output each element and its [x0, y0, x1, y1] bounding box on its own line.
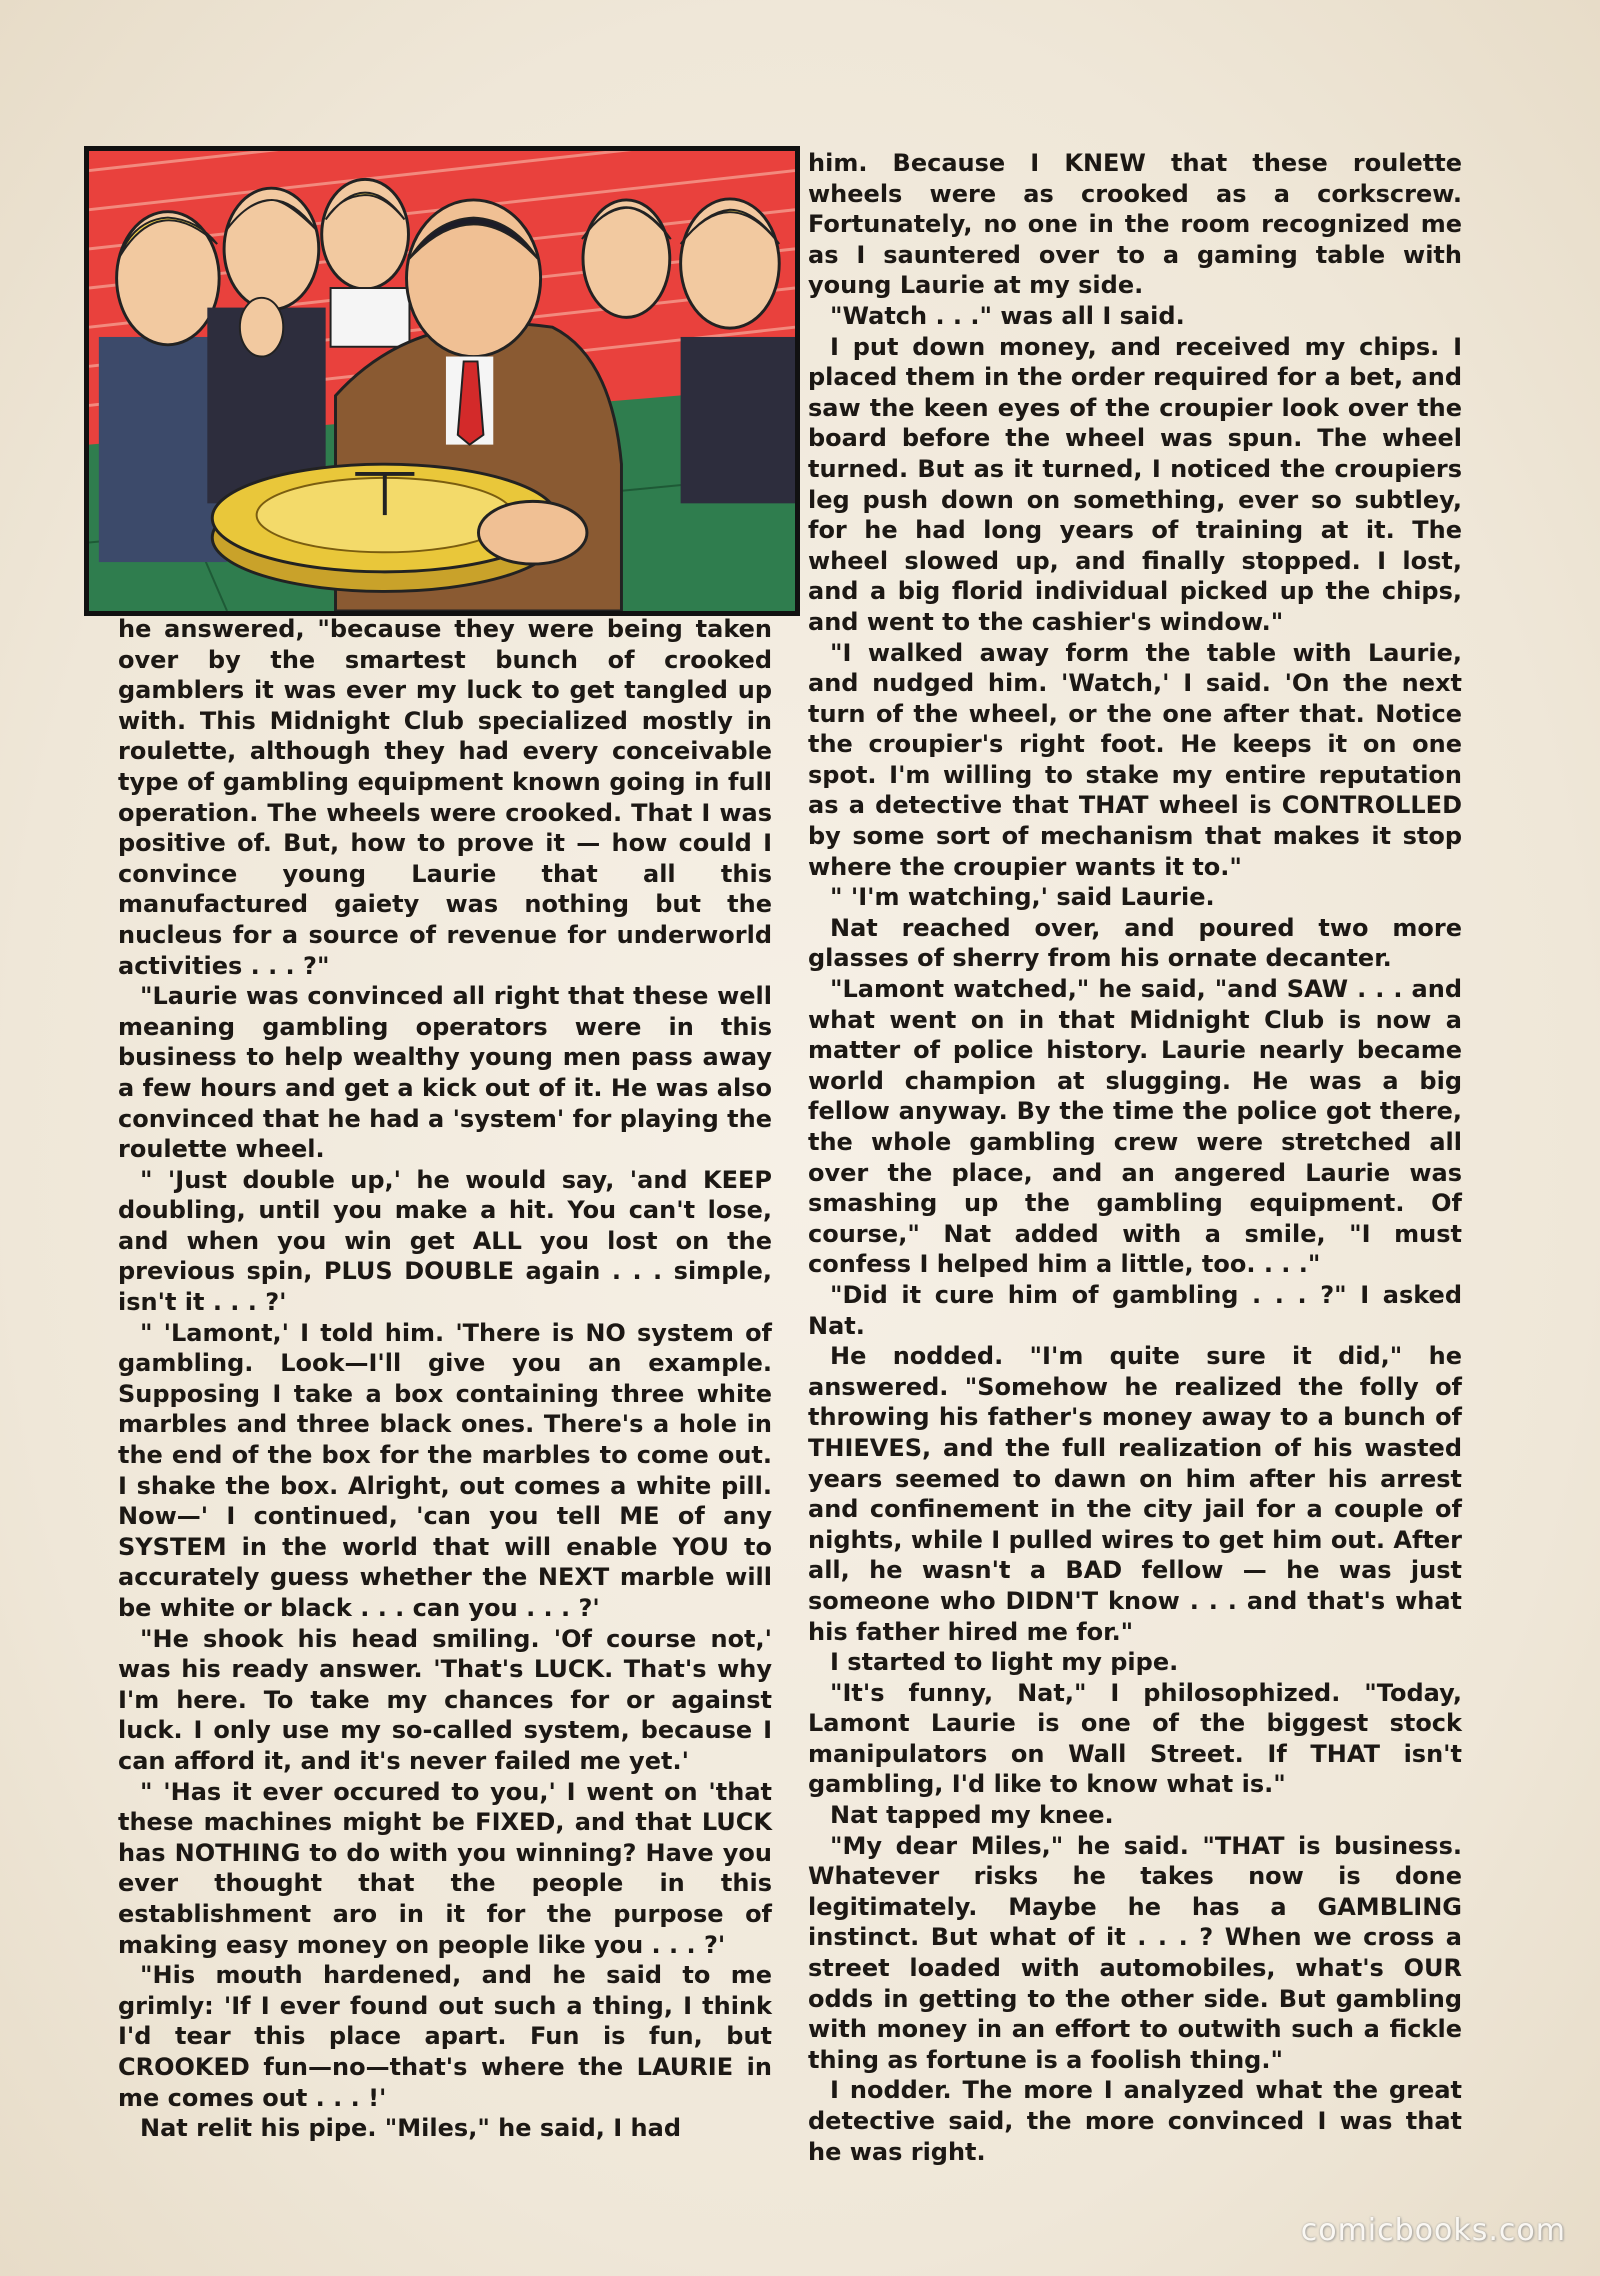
- paragraph: "My dear Miles," he said. "THAT is business. Whatever risks he takes now is done legitimately. Maybe he has a GAMBLING instinct. But what of it . . . ? When we cross a street loaded with automobiles, what's OUR odds in getting to the other side. But gambling with money in an effort to outwith such a fickle thing as fortune is a foolish thing.": [808, 1831, 1462, 2074]
- paragraph: Nat reached over, and poured two more glasses of sherry from his ornate decanter.: [808, 913, 1462, 973]
- paragraph: "He shook his head smiling. 'Of course not,' was his ready answer. 'That's LUCK. That's why I'm here. To take my chances for or against luck. I only use my so-called system, because I can afford it, and it's never failed me yet.': [118, 1624, 772, 1775]
- paragraph: "His mouth hardened, and he said to me grimly: 'If I ever found out such a thing, I think I'd tear this place apart. Fun is fun, but CROOKED fun—no—that's where the LAURIE in me comes out . . . !': [118, 1961, 772, 2112]
- paragraph: He nodded. "I'm quite sure it did," he answered. "Somehow he realized the folly of throwing his father's money away to a bunch of THIEVES, and the full realization of his wasted years seemed to dawn on him after his arrest and confinement in the city jail for a couple of nights, while I pulled wires to get him out. After all, he wasn't a BAD fellow — he was just someone who DIDN'T know . . . and that's what his father hired me for.": [808, 1342, 1462, 1646]
- paragraph: "It's funny, Nat," I philosophized. "Today, Lamont Laurie is one of the biggest stock manipulators on Wall Street. If THAT isn't gambling, I'd like to know what is.": [808, 1678, 1462, 1799]
- paragraph: " 'Lamont,' I told him. 'There is NO system of gambling. Look—I'll give you an example. Supposing I take a box containing three white marbles and three black ones. There's a hole in the end of the box for the marbles to come out. I shake the box. Alright, out comes a white pill. Now—' I continued, 'can you tell ME of any SYSTEM in the world that will enable YOU to accurately guess whether the NEXT marble will be white or black . . . can you . . . ?': [118, 1318, 772, 1622]
- paragraph: I nodder. The more I analyzed what the great detective said, the more convinced I was that he was right.: [808, 2076, 1462, 2166]
- text-column-right: [808, 148, 1462, 2167]
- paragraph: " 'Just double up,' he would say, 'and KEEP doubling, until you make a hit. You can't lose, and when you win get ALL you lost on the previous spin, PLUS DOUBLE again . . . simple, isn't it . . . ?': [118, 1165, 772, 1317]
- paragraph: him. Because I KNEW that these roulette wheels were as crooked as a corkscrew. Fortunately, no one in the room recognized me as I sauntered over to a gaming table with young Laurie at my side.: [808, 149, 1462, 300]
- paragraph: " 'Has it ever occured to you,' I went on 'that these machines might be FIXED, and that LUCK has NOTHING to do with you winning? Have you ever thought that the people in this establishment aro in it for the purpose of making easy money on people like you . . . ?': [118, 1777, 772, 1959]
- paragraph: Nat tapped my knee.: [830, 1801, 1114, 1830]
- watermark: comicbooks.com: [1300, 2213, 1566, 2248]
- text-column-left: [118, 614, 772, 2144]
- paragraph: "Did it cure him of gambling . . . ?" I asked Nat.: [808, 1280, 1462, 1340]
- paragraph: "I walked away form the table with Laurie, and nudged him. 'Watch,' I said. 'On the next turn of the wheel, or the one after that. Notice the croupier's right foot. He keeps it on one spot. I'm willing to stake my entire reputation as a detective that THAT wheel is CONTROLLED by some sort of mechanism that makes it stop where the croupier wants it to.": [808, 638, 1462, 881]
- paragraph: he answered, "because they were being taken over by the smartest bunch of crooked gamblers it was ever my luck to get tangled up with. This Midnight Club specialized mostly in roulette, although they had every conceivable type of gambling equipment known going in full operation. The wheels were crooked. That I was positive of. But, how to prove it — how could I convince young Laurie that all this manufactured gaiety was nothing but the nucleus for a source of revenue for underworld activities . . . ?": [118, 615, 772, 980]
- paragraph: "Laurie was convinced all right that these well meaning gambling operators were in this business to help wealthy young men pass away a few hours and get a kick out of it. He was also convinced that he had a 'system' for playing the roulette wheel.: [118, 982, 772, 1164]
- paragraph: Nat relit his pipe. "Miles," he said, I had: [140, 2114, 681, 2143]
- gamblers-illustration: [89, 151, 795, 611]
- paragraph: I started to light my pipe.: [830, 1648, 1179, 1677]
- paragraph: " 'I'm watching,' said Laurie.: [830, 883, 1215, 912]
- paragraph: I put down money, and received my chips. I placed them in the order required for a bet, and saw the keen eyes of the croupier look over the board before the wheel was spun. The wheel turned. But as it turned, I noticed the croupiers leg push down on something, ever so subtley, for he had long years of training at it. The wheel slowed up, and finally stopped. I lost, and a big florid individual picked up the chips, and went to the cashier's window.": [808, 332, 1462, 636]
- illustration-panel: [84, 146, 800, 616]
- paragraph: "Watch . . ." was all I said.: [830, 301, 1185, 330]
- paragraph: "Lamont watched," he said, "and SAW . . . and what went on in that Midnight Club is now a matter of police history. Laurie nearly became world champion at slugging. He was a big fellow anyway. By the time the police got there, the whole gambling crew were stretched all over the place, and an angered Laurie was smashing up the gambling equipment. Of course," Nat added with a smile, "I must confess I helped him a little, too. . . .": [808, 975, 1462, 1279]
